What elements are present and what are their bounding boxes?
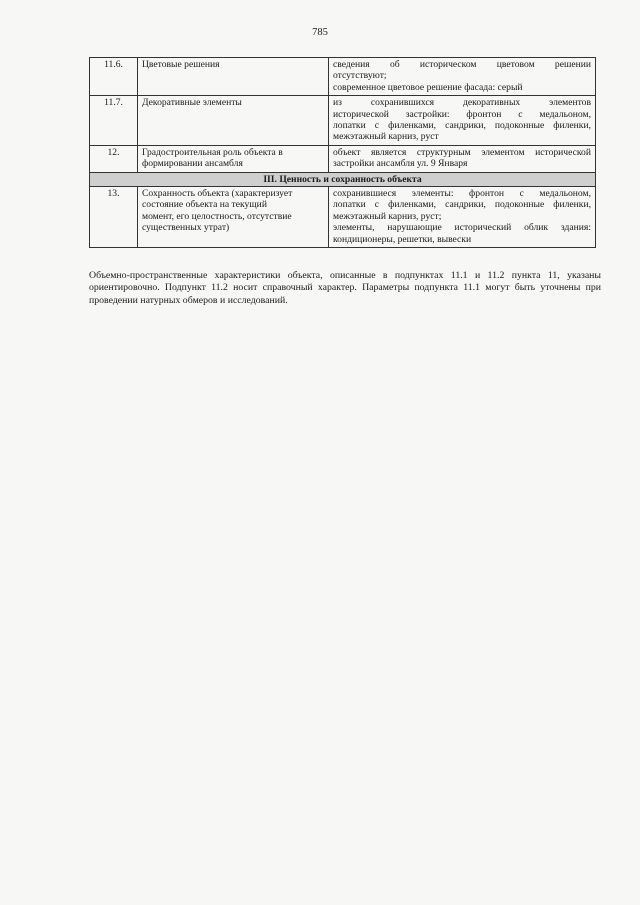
- table-row-13: [90, 187, 596, 248]
- row-title-line: Градостроительная роль объекта в: [142, 146, 283, 158]
- row-description: [329, 145, 596, 172]
- row-number: 13.: [90, 187, 138, 248]
- page-number: 785: [312, 27, 328, 38]
- row-number: 11.7.: [90, 96, 138, 146]
- row-title: [138, 187, 329, 248]
- description-line: лопатки с филенками, сандрики, подоконные филенки,: [333, 199, 591, 211]
- row-title-line: состояние объекта на текущий: [142, 199, 267, 211]
- row-number: 12.: [90, 145, 138, 172]
- table-row-12: [90, 145, 596, 172]
- description-line: исторической застройки: фронтон с медальоном,: [333, 108, 591, 120]
- row-description: [329, 58, 596, 96]
- row-title: [138, 145, 329, 172]
- description-line: сохранившиеся элементы: фронтон с медальоном,: [333, 188, 591, 200]
- table-row-11-6: [90, 58, 596, 96]
- description-line: сведения об историческом цветовом решении: [333, 59, 591, 70]
- description-line: объект является структурным элементом исторической: [333, 146, 591, 158]
- row-title-line: момент, его целостность, отсутствие: [142, 210, 292, 222]
- row-title: [138, 58, 329, 96]
- description-line: лопатки с филенками, сандрики, подоконные филенки,: [333, 120, 591, 132]
- row-title-line: существенных утрат): [142, 222, 230, 234]
- row-number: 11.6.: [90, 58, 138, 96]
- row-title: [138, 96, 329, 146]
- row-description: [329, 96, 596, 146]
- row-title-line: Декоративные элементы: [142, 97, 242, 109]
- description-line: элементы, нарушающие исторический облик здания:: [333, 222, 591, 234]
- description-line: современное цветовое решение фасада: серый: [333, 81, 523, 93]
- row-description: [329, 187, 596, 248]
- row-title-line: формировании ансамбля: [142, 158, 243, 170]
- row-title-line: Цветовые решения: [142, 59, 220, 70]
- table-row-11-7: [90, 96, 596, 146]
- section-title: III. Ценность и сохранность объекта: [90, 172, 596, 186]
- row-title-line: Сохранность объекта (характеризует: [142, 188, 293, 200]
- description-line: застройки ансамбля ул. 9 Января: [333, 158, 468, 170]
- description-line: межэтажный карниз, руст;: [333, 210, 442, 222]
- object-characteristics-table: [89, 57, 596, 248]
- description-line: из сохранившихся декоративных элементов: [333, 97, 591, 109]
- section-header-row: [90, 172, 596, 186]
- description-line: отсутствуют;: [333, 70, 387, 82]
- note-paragraph: Объемно-пространственные характеристики объекта, описанные в подпунктах 11.1 и 11.2 пункта 11, указаны ориентировочно. Подпункт 11.2 носит справочный характер. Параметры подпункта 11.1 могут быть уточнены при проведении натурных обмеров и исследований.: [89, 270, 601, 306]
- description-line: кондиционеры, решетки, вывески: [333, 233, 472, 245]
- description-line: межэтажный карниз, руст: [333, 131, 439, 143]
